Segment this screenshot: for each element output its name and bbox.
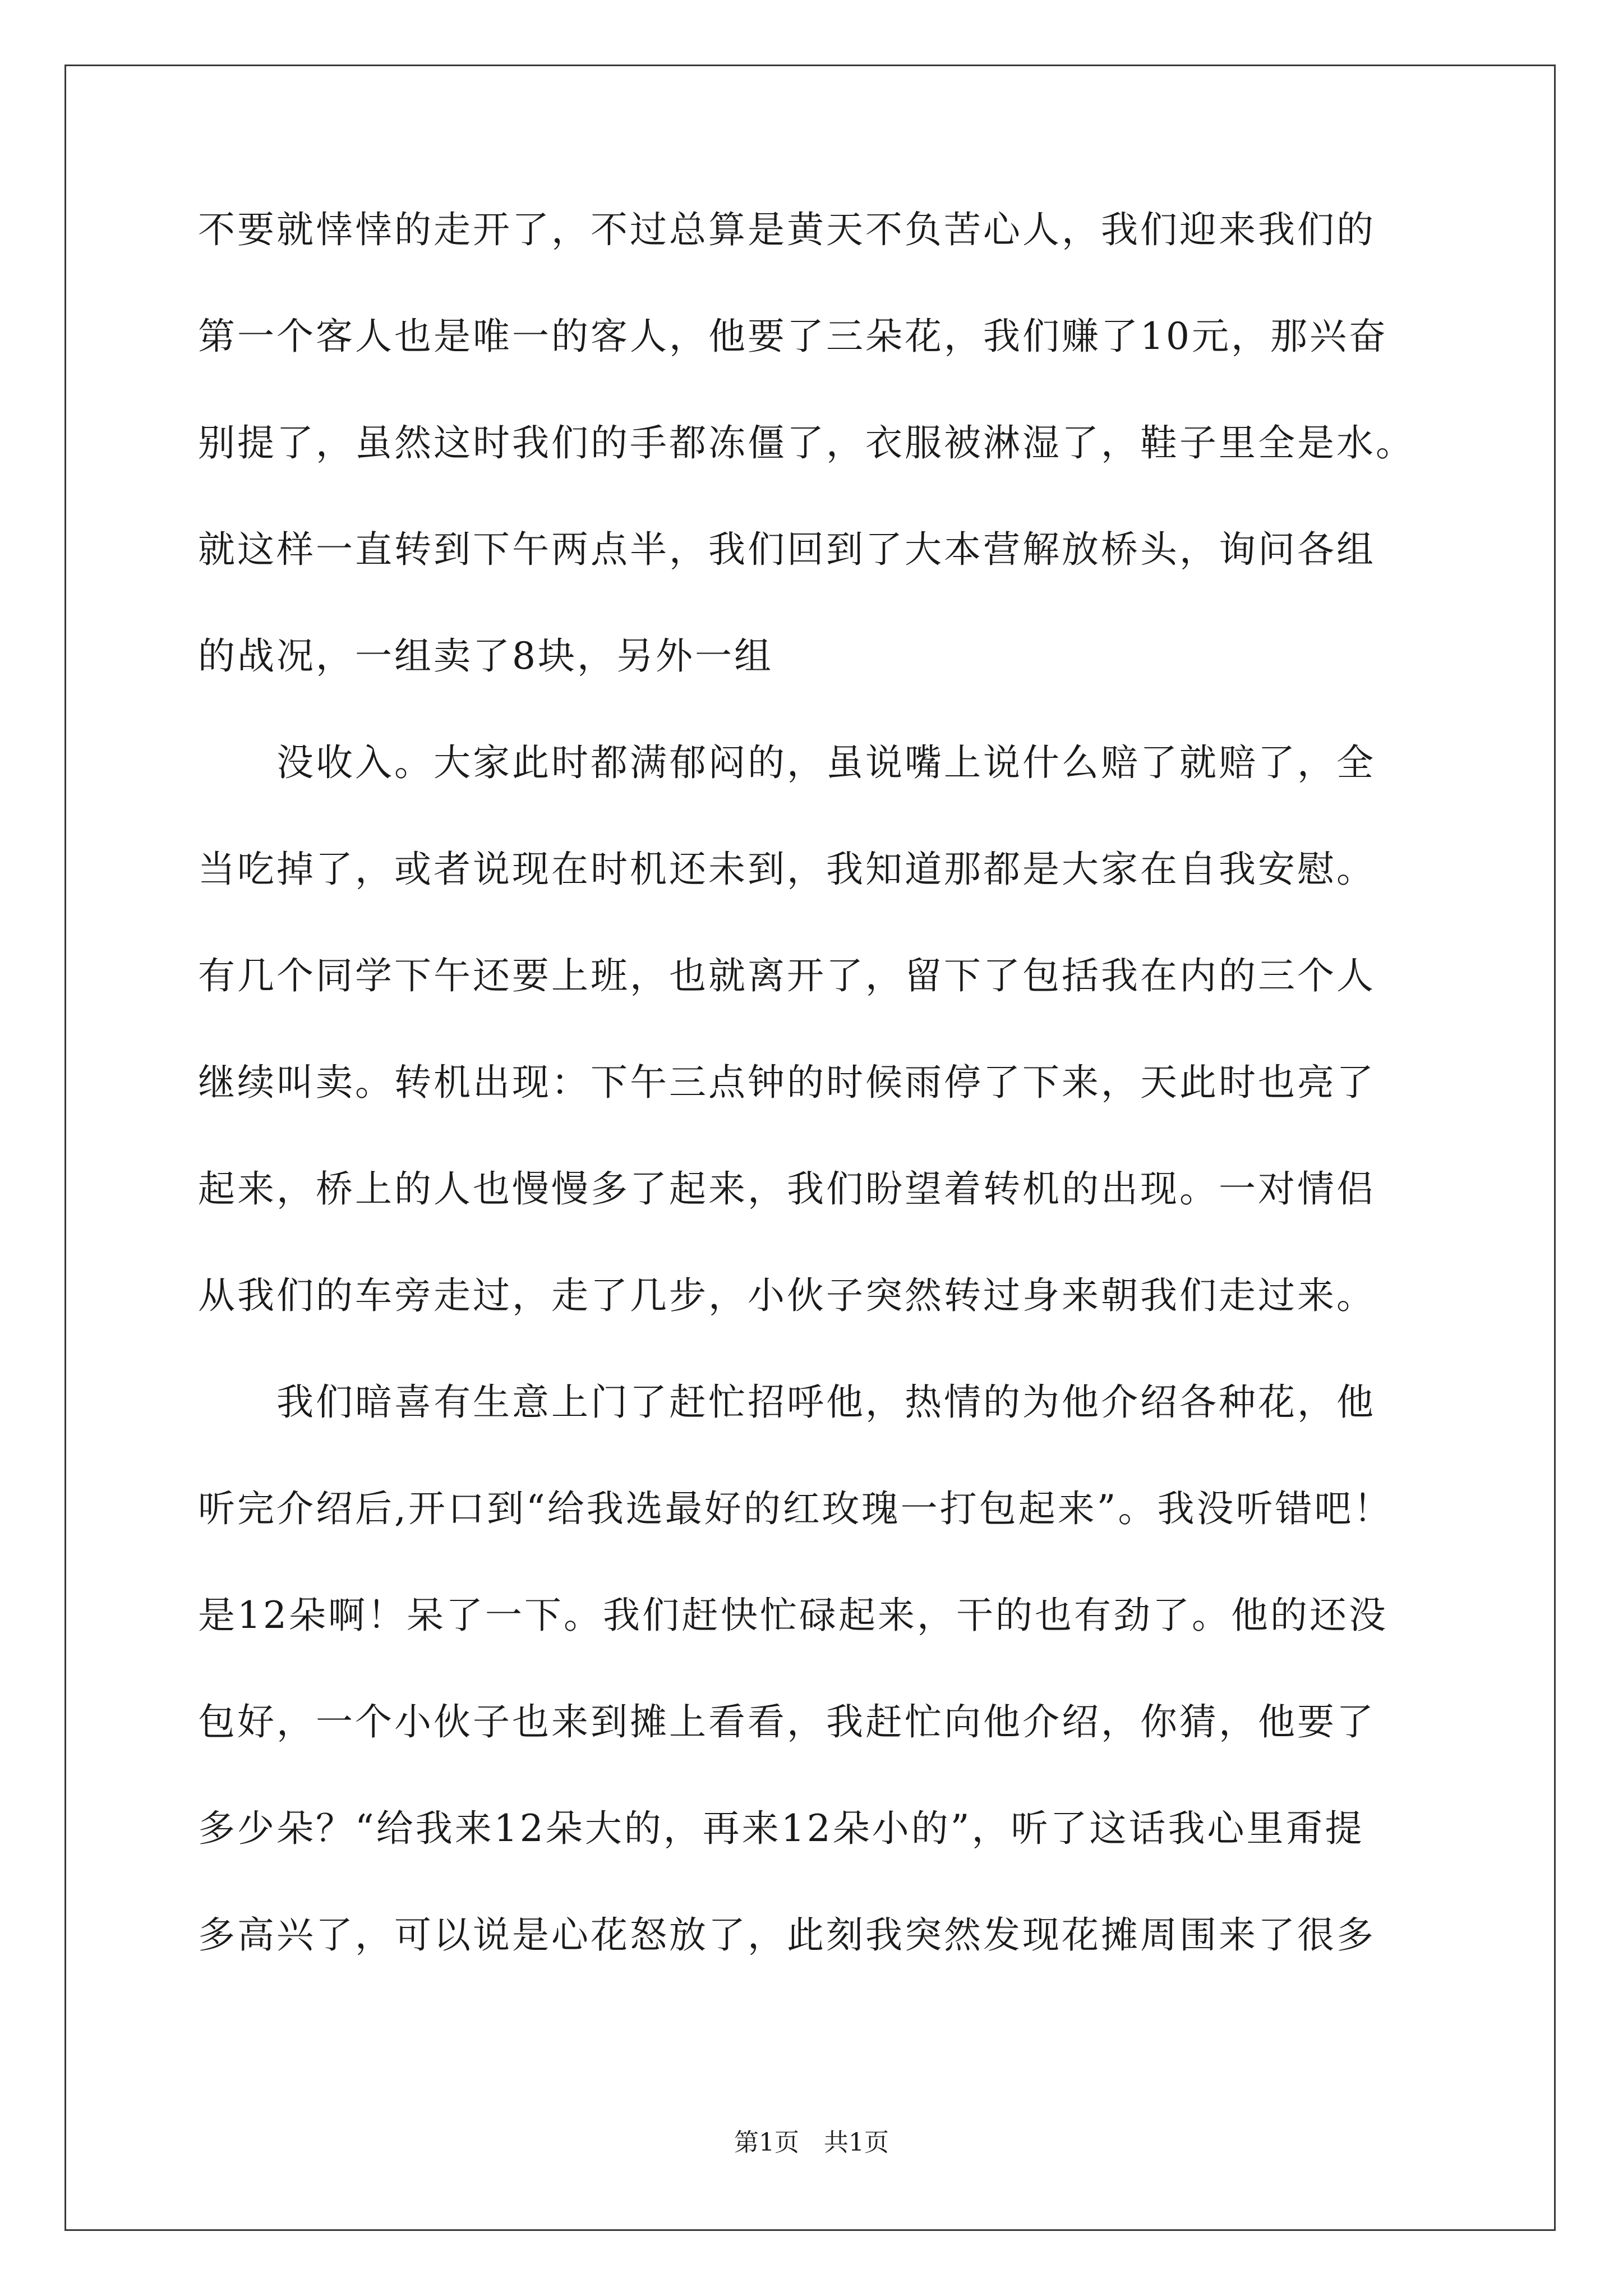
text-line: 不要就悻悻的走开了，不过总算是黄天不负苦心人，我们迎来我们的 [198, 208, 1376, 251]
text-line: 多高兴了，可以说是心花怒放了，此刻我突然发现花摊周围来了很多 [198, 1913, 1376, 1957]
text-line: 起来，桥上的人也慢慢多了起来，我们盼望着转机的出现。一对情侣 [198, 1167, 1376, 1211]
text-line: 听完介绍后,开口到“给我选最好的红玫瑰一打包起来”。我没听错吧！ [198, 1487, 1393, 1530]
text-line: 第一个客人也是唯一的客人，他要了三朵花，我们赚了10元，那兴奋 [198, 315, 1388, 358]
paragraph-first-line: 我们暗喜有生意上门了赶忙招呼他，热情的为他介绍各种花，他 [276, 1381, 1376, 1424]
text-line: 是12朵啊！呆了一下。我们赶快忙碌起来，干的也有劲了。他的还没 [198, 1594, 1388, 1637]
text-line: 有几个同学下午还要上班，也就离开了，留下了包括我在内的三个人 [198, 954, 1376, 997]
page-number-footer: 第1页 共1页 [734, 2128, 889, 2157]
text-line: 的战况，一组卖了8块，另外一组 [198, 634, 773, 678]
text-line: 别提了，虽然这时我们的手都冻僵了，衣服被淋湿了，鞋子里全是水。 [198, 421, 1415, 464]
page-border [64, 65, 1556, 2231]
text-line: 从我们的车旁走过，走了几步，小伙子突然转过身来朝我们走过来。 [198, 1274, 1376, 1317]
text-line: 当吃掉了，或者说现在时机还未到，我知道那都是大家在自我安慰。 [198, 848, 1376, 891]
text-line: 多少朵？“给我来12朵大的，再来12朵小的”，听了这话我心里甭提 [198, 1807, 1364, 1850]
text-line: 包好，一个小伙子也来到摊上看看，我赶忙向他介绍，你猜，他要了 [198, 1700, 1376, 1743]
text-line: 继续叫卖。转机出现：下午三点钟的时候雨停了下来，天此时也亮了 [198, 1061, 1376, 1104]
paragraph-first-line: 没收入。大家此时都满郁闷的，虽说嘴上说什么赔了就赔了，全 [276, 741, 1376, 784]
text-line: 就这样一直转到下午两点半，我们回到了大本营解放桥头，询问各组 [198, 528, 1376, 571]
